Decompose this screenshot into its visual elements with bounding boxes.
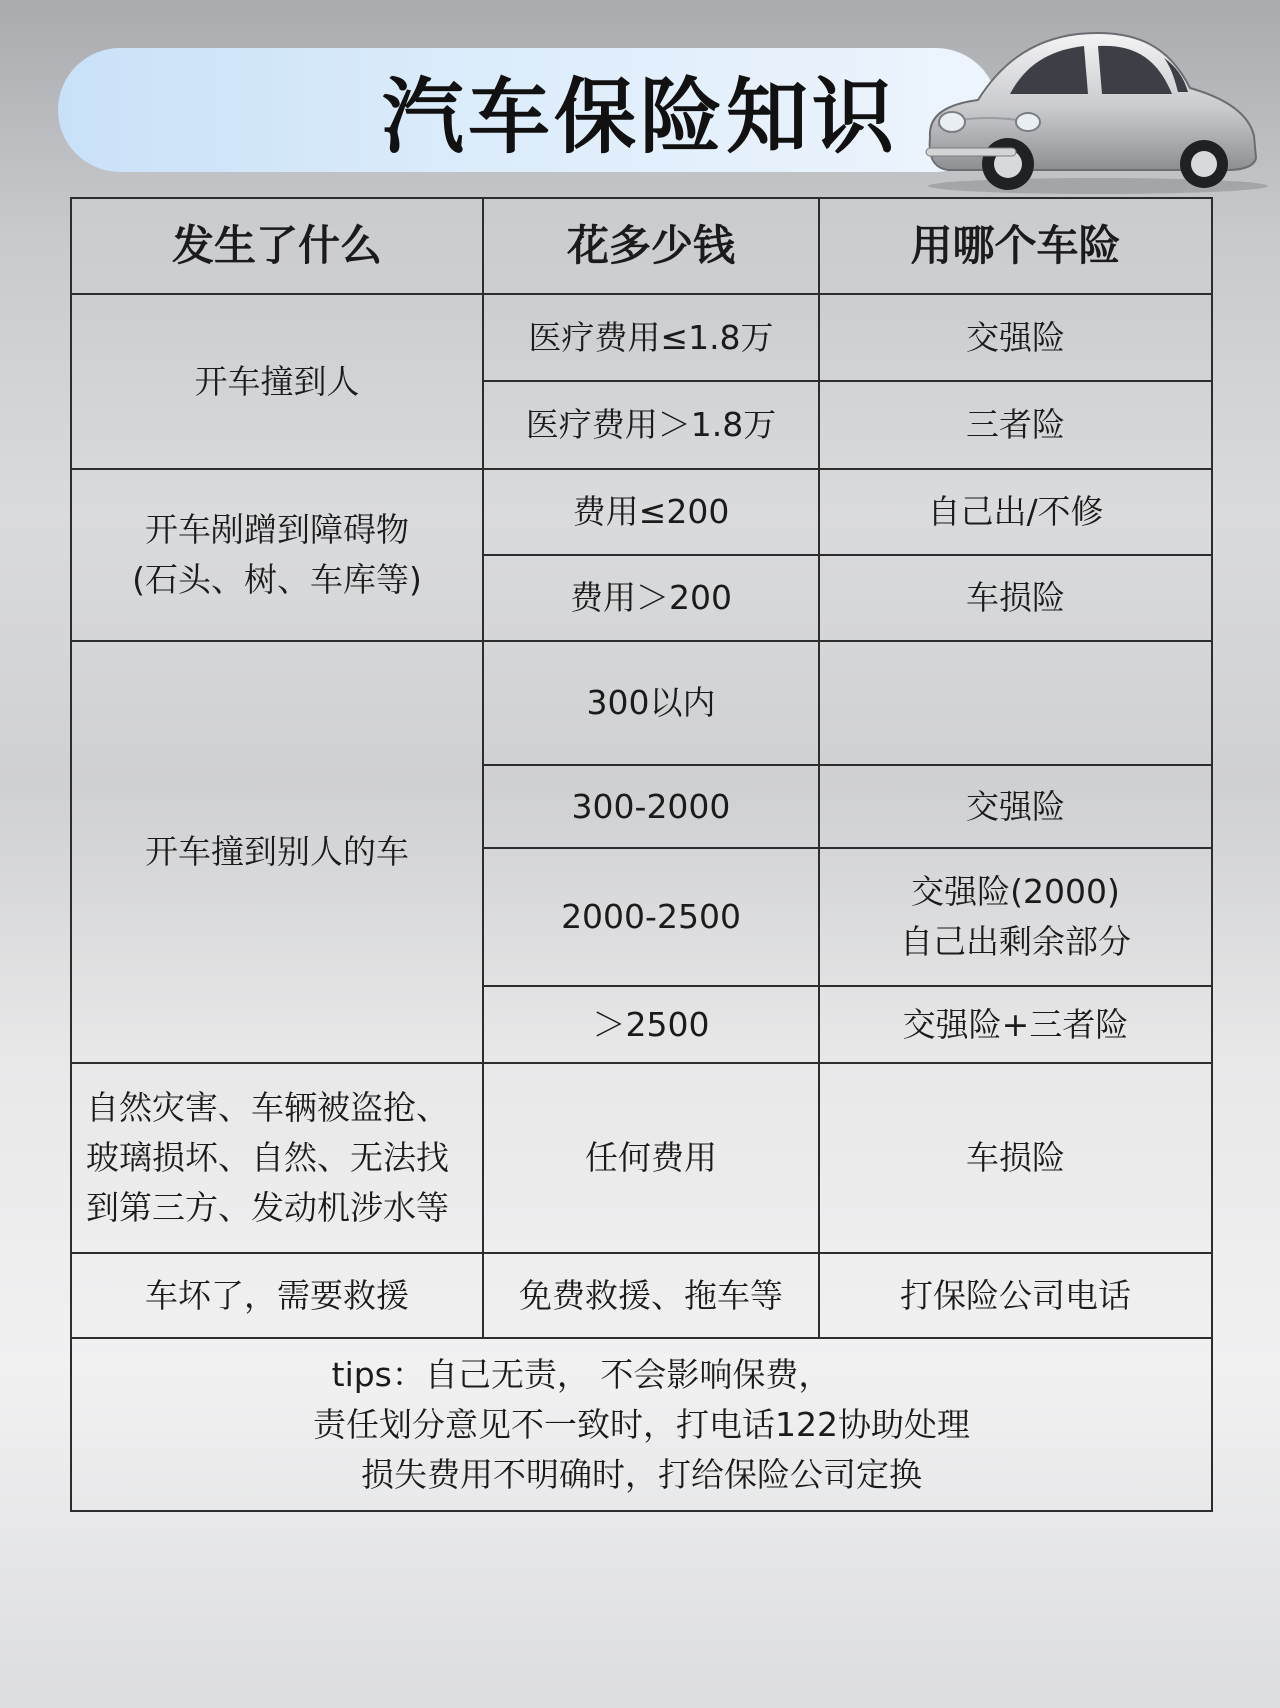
insurance-line: 交强险(2000) bbox=[911, 872, 1120, 911]
event-cell: 开车撞到别人的车 bbox=[71, 641, 483, 1063]
insurance-cell: 三者险 bbox=[819, 381, 1212, 469]
page-title: 汽车保险知识 bbox=[381, 69, 898, 165]
cost-cell: 300-2000 bbox=[483, 765, 819, 848]
table-row bbox=[71, 641, 1212, 765]
cost-cell: 费用＞200 bbox=[483, 555, 819, 641]
insurance-cell: 交强险+三者险 bbox=[819, 986, 1212, 1063]
header-row bbox=[71, 198, 1212, 294]
event-cell bbox=[71, 1063, 483, 1253]
cost-cell: 免费救援、拖车等 bbox=[483, 1253, 819, 1338]
cost-cell: 2000-2500 bbox=[483, 848, 819, 986]
insurance-cell bbox=[819, 848, 1212, 986]
tips-line: tips：自己无责， 不会影响保费， bbox=[331, 1354, 832, 1394]
tips-line: 责任划分意见不一致时，打电话122协助处理 bbox=[313, 1404, 970, 1444]
event-cell: 车坏了，需要救援 bbox=[71, 1253, 483, 1338]
header-cost: 花多少钱 bbox=[483, 198, 819, 294]
cost-cell: 医疗费用≤1.8万 bbox=[483, 294, 819, 381]
table-row bbox=[71, 469, 1212, 555]
event-cell bbox=[71, 469, 483, 641]
cost-cell: 费用≤200 bbox=[483, 469, 819, 555]
cost-cell: 医疗费用＞1.8万 bbox=[483, 381, 819, 469]
insurance-cell: 车损险 bbox=[819, 1063, 1212, 1253]
header-event: 发生了什么 bbox=[71, 198, 483, 294]
table-row bbox=[71, 294, 1212, 381]
table-row bbox=[71, 1063, 1212, 1253]
insurance-cell: 交强险 bbox=[819, 294, 1212, 381]
insurance-table bbox=[70, 197, 1213, 1512]
insurance-cell: 交强险 bbox=[819, 765, 1212, 848]
event-line: (石头、树、车库等) bbox=[132, 560, 422, 599]
event-line: 自然灾害、车辆被盗抢、 bbox=[86, 1088, 449, 1127]
event-cell: 开车撞到人 bbox=[71, 294, 483, 469]
insurance-line: 自己出剩余部分 bbox=[900, 922, 1131, 961]
cost-cell: 任何费用 bbox=[483, 1063, 819, 1253]
event-line: 到第三方、发动机涉水等 bbox=[86, 1188, 449, 1227]
header-insurance: 用哪个车险 bbox=[819, 198, 1212, 294]
tips-cell bbox=[71, 1338, 1212, 1511]
insurance-cell: 自己出/不修 bbox=[819, 469, 1212, 555]
event-line: 玻璃损坏、自然、无法找 bbox=[86, 1138, 449, 1177]
car-illustration bbox=[908, 18, 1274, 198]
insurance-cell: 车损险 bbox=[819, 555, 1212, 641]
table-row bbox=[71, 1253, 1212, 1338]
tips-row bbox=[71, 1338, 1212, 1511]
cost-cell: ＞2500 bbox=[483, 986, 819, 1063]
insurance-cell bbox=[819, 641, 1212, 765]
insurance-cell: 打保险公司电话 bbox=[819, 1253, 1212, 1338]
event-line: 开车剐蹭到障碍物 bbox=[145, 510, 409, 549]
tips-line: 损失费用不明确时，打给保险公司定换 bbox=[361, 1454, 922, 1494]
cost-cell: 300以内 bbox=[483, 641, 819, 765]
